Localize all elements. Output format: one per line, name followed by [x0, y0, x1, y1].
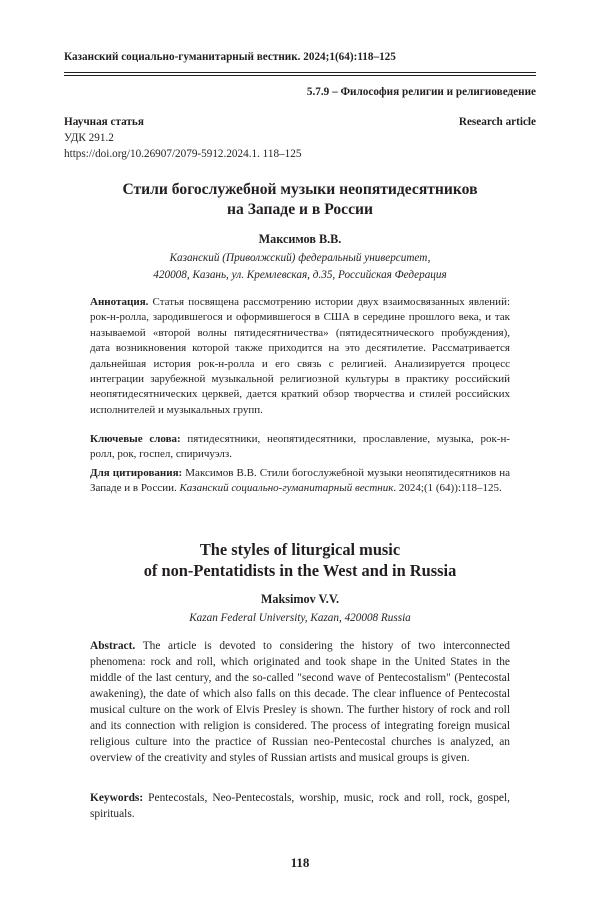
udc-code: УДК 291.2	[64, 132, 114, 144]
affiliation-ru-line2: 420008, Казань, ул. Кремлевская, д.35, Российская Федерация	[153, 269, 447, 281]
citation-ru-journal: Казанский социально-гуманитарный вестник	[179, 482, 394, 495]
section-code: 5.7.9 – Философия религии и религиоведение	[306, 86, 536, 98]
abstract-ru-text: Статья посвящена рассмотрению истории двух взаимосвязанных явлений: рок-н-ролла, зародившегося и оформившегося в США в середине прошлого века, и так называемой «второй волны пятидесятничества» (пятидесятнического пробуждения), дата возникновения которой также приходится на это десятилетие. Рассматривается дальнейшая история рок-н-ролла и его связь с религией. Анализируется процесс интеграции зарубежной музыкальной религиозной культуры в практику российский неопятидесятнических церквей, дается краткий обзор творчества и стилей российских исполнителей и музыкальных групп.	[90, 296, 511, 416]
title-en	[64, 540, 536, 581]
title-ru-line1: Стили богослужебной музыки неопятидесятников	[122, 181, 478, 198]
abstract-en-label: Abstract.	[90, 640, 136, 652]
title-en-line2: of non-Pentatidists in the West and in Russia	[143, 560, 457, 580]
author-en: Maksimov V.V.	[260, 592, 340, 606]
citation-ru-tail: . 2024;(1 (64)):118–125.	[393, 482, 502, 495]
keywords-ru-text: пятидесятники, неопятидесятники, прославление, музыка, рок-н-ролл, рок, госпел, спиричуэлз.	[90, 433, 510, 461]
keywords-ru-label: Ключевые слова:	[90, 433, 181, 445]
keywords-en	[90, 790, 510, 822]
title-ru	[64, 180, 536, 220]
affiliation-ru-line1: Казанский (Приволжский) федеральный университет,	[169, 252, 431, 264]
article-type-en: Research article	[458, 116, 536, 128]
keywords-ru	[90, 432, 510, 463]
header-rule-bottom	[64, 75, 536, 76]
keywords-en-text: Pentecostals, Neo-Pentecostals, worship, music, rock and roll, rock, gospel, spirituals.	[90, 792, 510, 820]
abstract-ru	[90, 295, 510, 418]
keywords-en-label: Keywords:	[90, 792, 144, 804]
citation-ru-text: Максимов В.В. Стили богослужебной музыки неопятидесятников на Западе и в России.	[90, 467, 511, 495]
title-en-line1: The styles of liturgical music	[199, 540, 401, 559]
page-number: 118	[290, 855, 310, 870]
doi-link[interactable]: https://doi.org/10.26907/2079-5912.2024.1. 118–125	[64, 148, 302, 160]
affiliation-ru	[64, 250, 536, 284]
author-ru: Максимов В.В.	[258, 232, 342, 246]
affiliation-en: Kazan Federal University, Kazan, 420008 Russia	[189, 612, 411, 624]
citation-ru	[90, 466, 510, 497]
article-type-ru: Научная статья	[64, 116, 144, 128]
journal-header: Казанский социально-гуманитарный вестник. 2024;1(64):118–125	[64, 51, 396, 63]
header-rule-top	[64, 72, 536, 73]
abstract-ru-label: Аннотация.	[90, 296, 149, 308]
abstract-en-text: The article is devoted to considering the history of two interconnected phenomena: rock and roll, which originated and took shape in the United States in the middle of the last century, and the so-called "second wave of Pentecostalism" (Pentecostal awakening), the date of which also falls on this decade. The clear influence of Pentecostal musical culture on the work of Elvis Presley is shown. The further history of rock and roll and its connection with religion is considered. The process of integrating foreign musical religious culture into the practice of Russian neo-Pentecostal churches is analyzed, an overview of the creativity and styles of Russian artists and musical groups is given.	[90, 640, 510, 764]
abstract-en	[90, 638, 510, 766]
citation-ru-label: Для цитирования:	[90, 467, 183, 479]
title-ru-line2: на Западе и в России	[227, 201, 373, 218]
